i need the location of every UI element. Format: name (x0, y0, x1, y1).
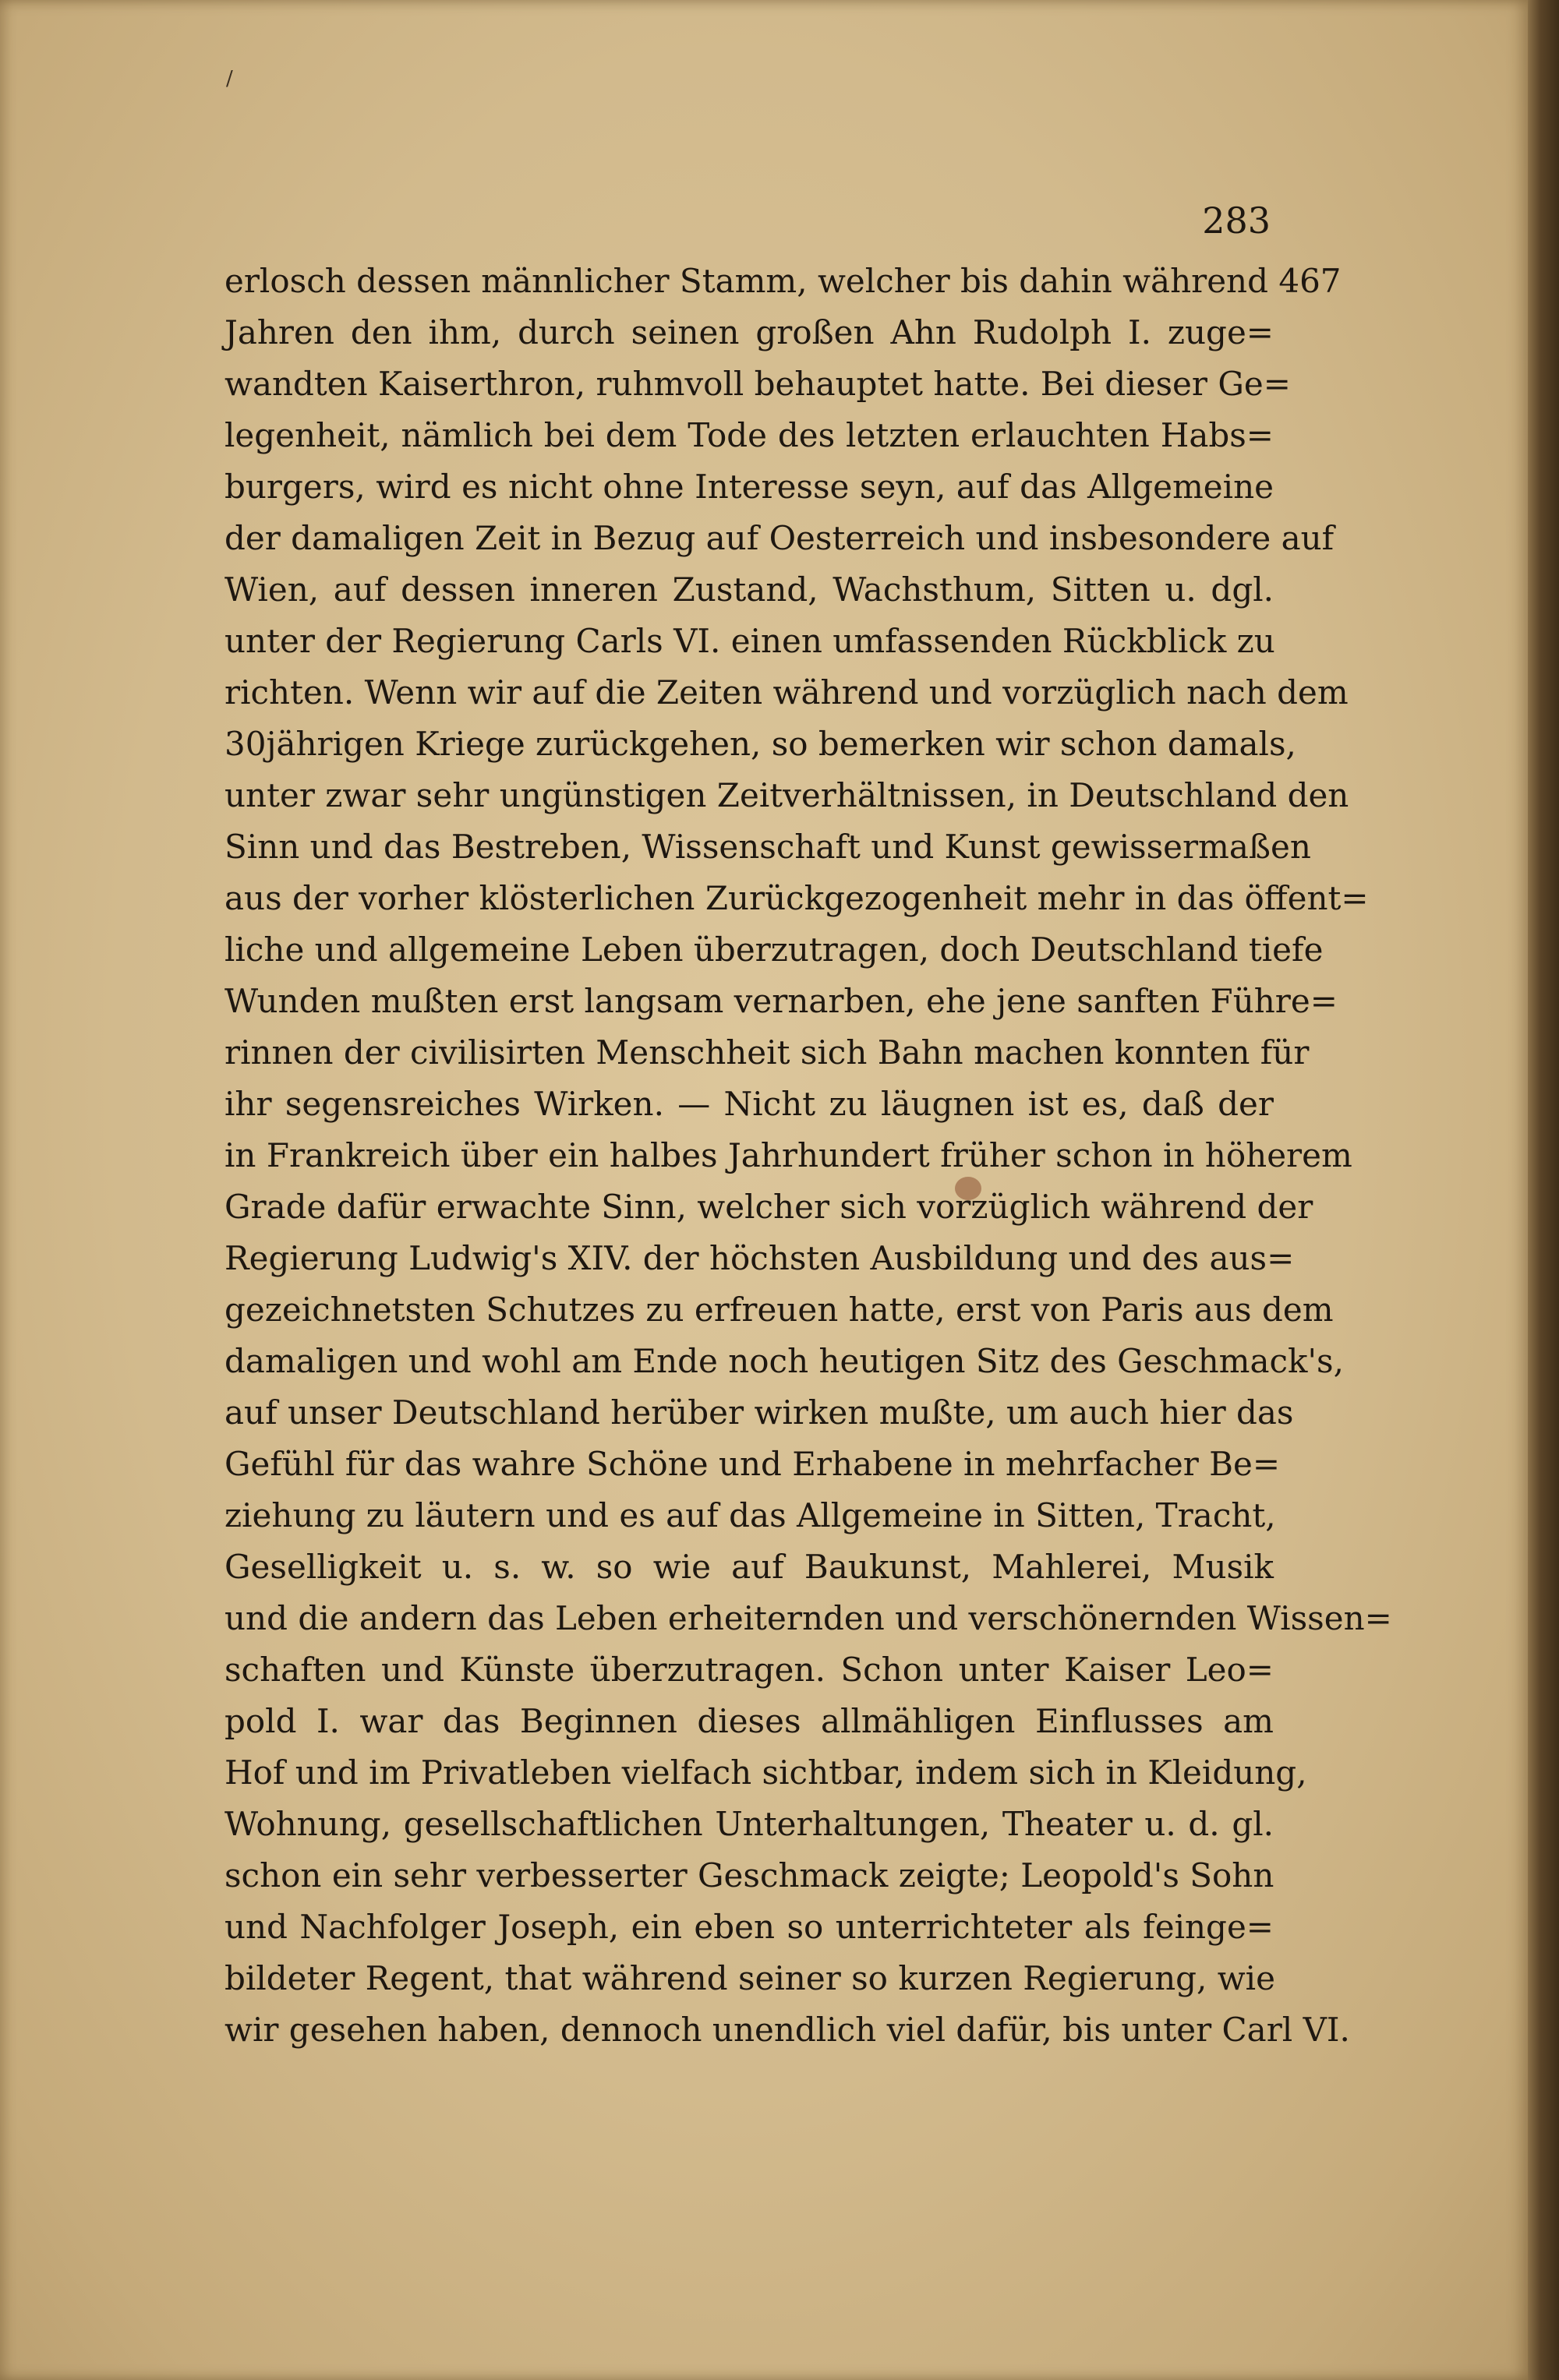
text-line: und Nachfolger Joseph, ein eben so unterrichteter als feinge= (224, 1908, 1274, 1946)
text-line: unter der Regierung Carls VI. einen umfassenden Rückblick zu (224, 622, 1275, 660)
text-line: pold I. war das Beginnen dieses allmähligen Einflusses am (224, 1702, 1274, 1740)
text-line: aus der vorher klösterlichen Zurückgezogenheit mehr in das öffent= (224, 879, 1369, 917)
text-line: Sinn und das Bestreben, Wissenschaft und Kunst gewissermaßen (224, 828, 1311, 866)
text-line: ziehung zu läutern und es auf das Allgemeine in Sitten, Tracht, (224, 1496, 1276, 1534)
text-line: ihr segensreiches Wirken. — Nicht zu läugnen ist es, daß der (224, 1085, 1274, 1123)
text-line: richten. Wenn wir auf die Zeiten während und vorzüglich nach dem (224, 673, 1349, 712)
text-line: auf unser Deutschland herüber wirken mußte, um auch hier das (224, 1393, 1294, 1432)
text-line: damaligen und wohl am Ende noch heutigen Sitz des Geschmack's, (224, 1342, 1344, 1380)
book-edge (1528, 0, 1559, 2380)
text-line: Wohnung, gesellschaftlichen Unterhaltungen, Theater u. d. gl. (224, 1805, 1274, 1843)
body-text (224, 256, 1392, 2056)
text-line: in Frankreich über ein halbes Jahrhundert früher schon in höherem (224, 1136, 1352, 1174)
text-line: der damaligen Zeit in Bezug auf Oesterreich und insbesondere auf (224, 519, 1335, 557)
margin-mark: / (226, 67, 233, 90)
text-line: Hof und im Privatleben vielfach sichtbar, indem sich in Kleidung, (224, 1753, 1307, 1792)
text-line: Grade dafür erwachte Sinn, welcher sich vorzüglich während der (224, 1188, 1313, 1226)
text-line: wandten Kaiserthron, ruhmvoll behauptet hatte. Bei dieser Ge= (224, 365, 1291, 403)
text-line: schaften und Künste überzutragen. Schon unter Kaiser Leo= (224, 1651, 1274, 1689)
text-line: gezeichnetsten Schutzes zu erfreuen hatte, erst von Paris aus dem (224, 1291, 1334, 1329)
text-line: 30jährigen Kriege zurückgehen, so bemerken wir schon damals, (224, 725, 1296, 763)
text-line: und die andern das Leben erheiternden und verschönernden Wissen= (224, 1599, 1392, 1637)
text-line: rinnen der civilisirten Menschheit sich Bahn machen konnten für (224, 1033, 1310, 1072)
text-line: liche und allgemeine Leben überzutragen, doch Deutschland tiefe (224, 930, 1324, 969)
text-line: schon ein sehr verbesserter Geschmack zeigte; Leopold's Sohn (224, 1856, 1274, 1894)
text-line: Jahren den ihm, durch seinen großen Ahn Rudolph I. zuge= (224, 313, 1274, 351)
text-line: Regierung Ludwig's XIV. der höchsten Ausbildung und des aus= (224, 1239, 1295, 1277)
text-line: Wunden mußten erst langsam vernarben, ehe jene sanften Führe= (224, 982, 1338, 1020)
text-line: burgers, wird es nicht ohne Interesse seyn, auf das Allgemeine (224, 468, 1274, 506)
text-line: wir gesehen haben, dennoch unendlich viel dafür, bis unter Carl VI. (224, 2011, 1350, 2049)
page-number: 283 (1202, 200, 1271, 242)
text-line: bildeter Regent, that während seiner so kurzen Regierung, wie (224, 1959, 1275, 1997)
text-line: legenheit, nämlich bei dem Tode des letzten erlauchten Habs= (224, 416, 1274, 454)
text-line: Geselligkeit u. s. w. so wie auf Baukunst, Mahlerei, Musik (224, 1548, 1274, 1586)
text-line: erlosch dessen männlicher Stamm, welcher bis dahin während 467 (224, 262, 1342, 300)
text-line: Wien, auf dessen inneren Zustand, Wachsthum, Sitten u. dgl. (224, 570, 1274, 609)
text-line: Gefühl für das wahre Schöne und Erhabene in mehrfacher Be= (224, 1445, 1281, 1483)
text-line: unter zwar sehr ungünstigen Zeitverhältnissen, in Deutschland den (224, 776, 1349, 814)
